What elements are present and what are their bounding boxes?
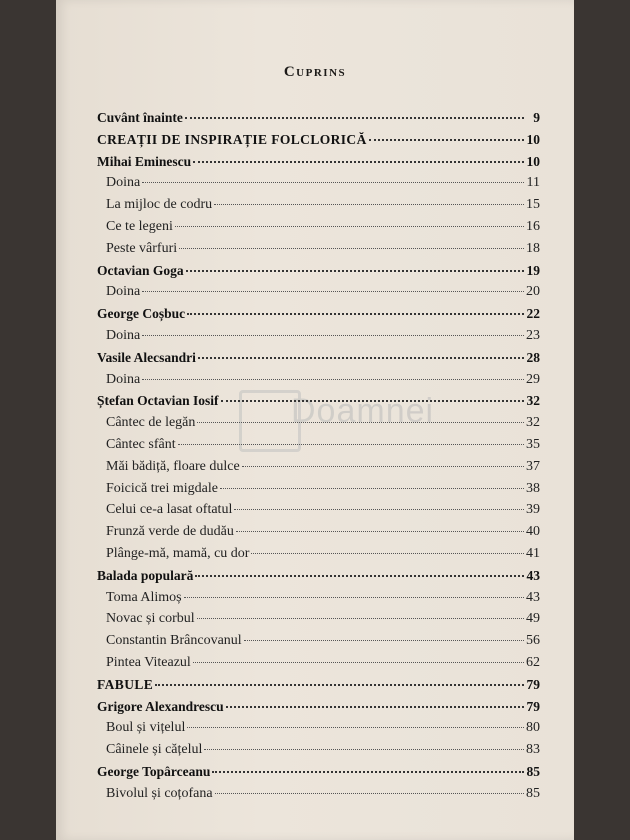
toc-entry	[97, 720, 540, 742]
toc-entry-label: Constantin Brâncovanul	[106, 633, 242, 649]
toc-entry-page: 23	[526, 327, 540, 343]
dot-leader	[236, 530, 524, 532]
toc-entry	[97, 481, 540, 503]
toc-entry-page: 79	[526, 698, 540, 714]
dot-leader	[251, 552, 524, 554]
dot-leader	[186, 269, 524, 272]
toc-entry-page: 16	[526, 218, 540, 234]
toc-entry	[97, 284, 540, 306]
dot-leader	[187, 312, 524, 315]
dot-leader	[212, 770, 524, 773]
dot-leader	[142, 181, 524, 183]
toc-entry-page: 79	[526, 676, 540, 692]
toc-entry-label: George Topârceanu	[97, 763, 211, 779]
toc-entry-label: Cuvânt înainte	[97, 110, 183, 125]
toc-entry-label: Toma Alimoș	[106, 589, 182, 605]
toc-entry-page: 80	[526, 720, 540, 736]
toc-entry	[97, 328, 540, 350]
dot-leader	[197, 617, 524, 619]
toc-entry-label: La mijloc de codru	[106, 197, 213, 213]
dot-leader	[214, 203, 524, 205]
dot-leader	[185, 116, 524, 119]
toc-entry-label: Plânge-mă, mamă, cu dor	[106, 545, 250, 561]
toc-entry	[97, 633, 540, 655]
dot-leader	[226, 705, 524, 708]
toc-entry-page: 83	[526, 742, 540, 758]
dot-leader	[197, 421, 524, 423]
toc-entry-label: Vasile Alecsandri	[97, 349, 196, 365]
toc-entry-page: 62	[526, 654, 540, 670]
toc-entry	[97, 415, 540, 437]
toc-entry-page: 56	[526, 633, 540, 649]
toc-entry-label: Câinele și cățelul	[106, 742, 203, 758]
toc-entry	[97, 786, 540, 808]
toc-entry-label: Celui ce-a lasat oftatul	[106, 502, 233, 518]
toc-entry-page: 18	[526, 240, 540, 256]
toc-entry	[97, 154, 540, 176]
toc-entry-page: 49	[526, 611, 540, 627]
toc-entry	[97, 677, 540, 699]
dot-leader	[221, 399, 525, 402]
page-title: Cuprins	[283, 64, 347, 80]
toc-entry-label: Bivolul și coțofana	[106, 785, 213, 801]
dot-leader	[142, 290, 524, 292]
toc-entry	[97, 590, 540, 612]
toc-entry-label: Grigore Alexandrescu	[97, 698, 224, 714]
toc-entry-label: Măi bădiță, floare dulce	[106, 458, 240, 474]
toc-entry-page: 39	[526, 502, 540, 518]
toc-entry-label: Ștefan Octavian Iosif	[97, 393, 219, 409]
toc-entry-page: 22	[526, 306, 540, 322]
toc-entry-label: George Coșbuc	[97, 306, 186, 322]
toc-entry-label: Ce te legeni	[106, 218, 173, 234]
toc-entry	[97, 110, 540, 132]
dot-leader	[244, 639, 524, 641]
toc-entry	[97, 459, 540, 481]
dot-leader	[179, 247, 524, 249]
dot-leader	[178, 443, 524, 445]
dot-leader	[193, 661, 524, 663]
toc-entry-label: Cântec sfânt	[106, 436, 176, 452]
toc-entry	[97, 306, 540, 328]
book-page	[56, 0, 574, 840]
toc-entry-label: Octavian Goga	[97, 262, 184, 278]
dot-leader	[155, 683, 524, 686]
dot-leader	[198, 356, 524, 359]
toc-entry-label: FABULE	[97, 676, 154, 692]
dot-leader	[215, 792, 524, 794]
watermark-text: Doamnei	[291, 392, 435, 430]
toc-entry-label: Cântec de legăn	[106, 415, 196, 431]
toc-entry	[97, 524, 540, 546]
table-of-contents	[97, 110, 540, 808]
toc-entry-page: 32	[526, 415, 540, 431]
toc-entry-label: Foicică trei migdale	[106, 480, 218, 496]
toc-entry-page: 32	[526, 393, 540, 409]
dot-leader	[142, 334, 524, 336]
dot-leader	[369, 138, 524, 141]
toc-entry-page: 19	[526, 262, 540, 278]
toc-entry-page: 11	[526, 175, 540, 191]
dot-leader	[204, 748, 524, 750]
toc-entry-label: Mihai Eminescu	[97, 153, 192, 169]
toc-entry-label: Balada populară	[97, 567, 194, 583]
toc-entry	[97, 350, 540, 372]
toc-entry-label: Boul și vițelul	[106, 720, 186, 736]
toc-entry	[97, 546, 540, 568]
dot-leader	[142, 378, 524, 380]
toc-entry	[97, 655, 540, 677]
toc-entry	[97, 219, 540, 241]
toc-entry-label: Peste vârfuri	[106, 240, 178, 256]
toc-entry-label: Doina	[106, 371, 141, 387]
toc-entry-page: 10	[526, 131, 540, 147]
toc-entry	[97, 568, 540, 590]
toc-entry	[97, 175, 540, 197]
toc-entry-page: 41	[526, 545, 540, 561]
dot-leader	[234, 508, 524, 510]
toc-entry	[97, 764, 540, 786]
toc-entry-label: Doina	[106, 327, 141, 343]
toc-entry-page: 40	[526, 524, 540, 540]
toc-entry-page: 10	[526, 153, 540, 169]
dot-leader	[193, 160, 524, 163]
dot-leader	[184, 596, 524, 598]
toc-entry-page: 43	[526, 589, 540, 605]
toc-entry	[97, 502, 540, 524]
toc-entry-page: 28	[526, 349, 540, 365]
toc-entry	[97, 197, 540, 219]
toc-entry-label: Frunză verde de dudău	[106, 524, 234, 540]
toc-entry-page: 20	[526, 284, 540, 300]
toc-entry-label: Novac și corbul	[106, 611, 195, 627]
dot-leader	[195, 574, 524, 577]
toc-entry	[97, 437, 540, 459]
toc-entry	[97, 372, 540, 394]
toc-entry-page: 29	[526, 371, 540, 387]
toc-entry-page: 9	[533, 110, 540, 125]
toc-entry-page: 85	[526, 785, 540, 801]
toc-entry-page: 37	[526, 458, 540, 474]
toc-entry	[97, 393, 540, 415]
toc-entry-page: 85	[526, 763, 540, 779]
toc-entry-page: 15	[526, 197, 540, 213]
dot-leader	[187, 726, 524, 728]
dot-leader	[175, 225, 524, 227]
toc-entry-label: Doina	[106, 175, 141, 191]
dot-leader	[242, 465, 524, 467]
toc-entry	[97, 742, 540, 764]
toc-entry-label: CREAȚII DE INSPIRAȚIE FOLCLORICĂ	[97, 131, 367, 147]
toc-entry	[97, 699, 540, 721]
toc-entry-label: Pintea Viteazul	[106, 654, 191, 670]
toc-entry	[97, 263, 540, 285]
toc-entry-page: 43	[526, 567, 540, 583]
toc-entry	[97, 611, 540, 633]
toc-entry	[97, 132, 540, 154]
toc-entry-label: Doina	[106, 284, 141, 300]
toc-entry	[97, 241, 540, 263]
toc-entry-page: 35	[526, 436, 540, 452]
dot-leader	[220, 487, 524, 489]
toc-entry-page: 38	[526, 480, 540, 496]
